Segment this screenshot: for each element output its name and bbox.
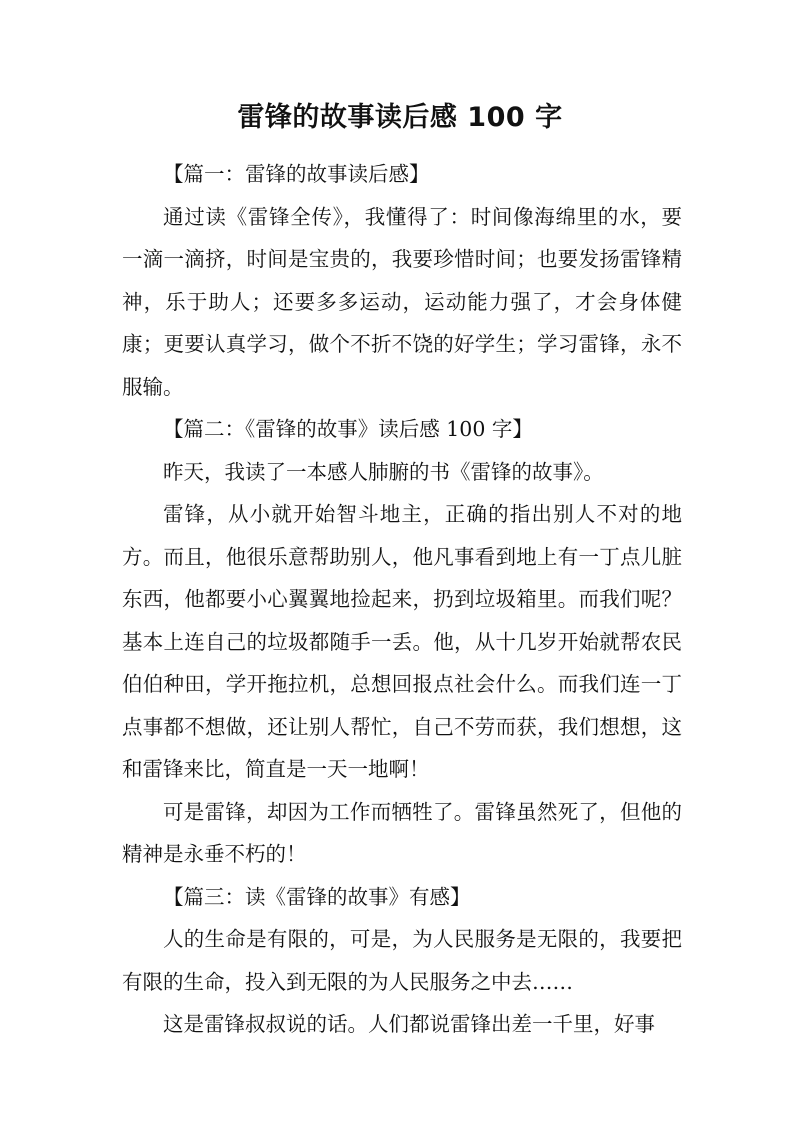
document-title: 雷锋的故事读后感 100 字 [237,102,563,133]
paragraph: 昨天，我读了一本感人肺腑的书《雷锋的故事》。 [163,459,604,484]
paragraph: 可是雷锋，却因为工作而牺牲了。雷锋虽然死了，但他的精神是永垂不朽的！ [122,799,682,866]
document-body [122,153,682,1046]
paragraph: 人的生命是有限的，可是，为人民服务是无限的，我要把有限的生命，投入到无限的为人民服务之中去…… [122,927,682,994]
section-heading-2: 【篇二：《雷锋的故事》读后感 100 字】 [163,417,533,441]
section-heading-3: 【篇三：读《雷锋的故事》有感】 [163,884,471,909]
section-heading-1: 【篇一：雷锋的故事读后感】 [163,162,430,186]
paragraph: 通过读《雷锋全传》，我懂得了：时间像海绵里的水，要一滴一滴挤，时间是宝贵的，我要珍惜时间；也要发扬雷锋精神，乐于助人；还要多多运动，运动能力强了，才会身体健康；更要认真学习，做个不折不饶的好学生；学习雷锋，永不服输。 [122,204,682,399]
paragraph: 雷锋，从小就开始智斗地主，正确的指出别人不对的地方。而且，他很乐意帮助别人，他凡事看到地上有一丁点儿脏东西，他都要小心翼翼地捡起来，扔到垃圾箱里。而我们呢？基本上连自己的垃圾都随手一丢。他，从十几岁开始就帮农民伯伯种田，学开拖拉机，总想回报点社会什么。而我们连一丁点事都不想做，还让别人帮忙，自己不劳而获，我们想想，这和雷锋来比，简直是一天一地啊！ [122,502,682,781]
paragraph: 这是雷锋叔叔说的话。人们都说雷锋出差一千里，好事 [163,1012,655,1036]
